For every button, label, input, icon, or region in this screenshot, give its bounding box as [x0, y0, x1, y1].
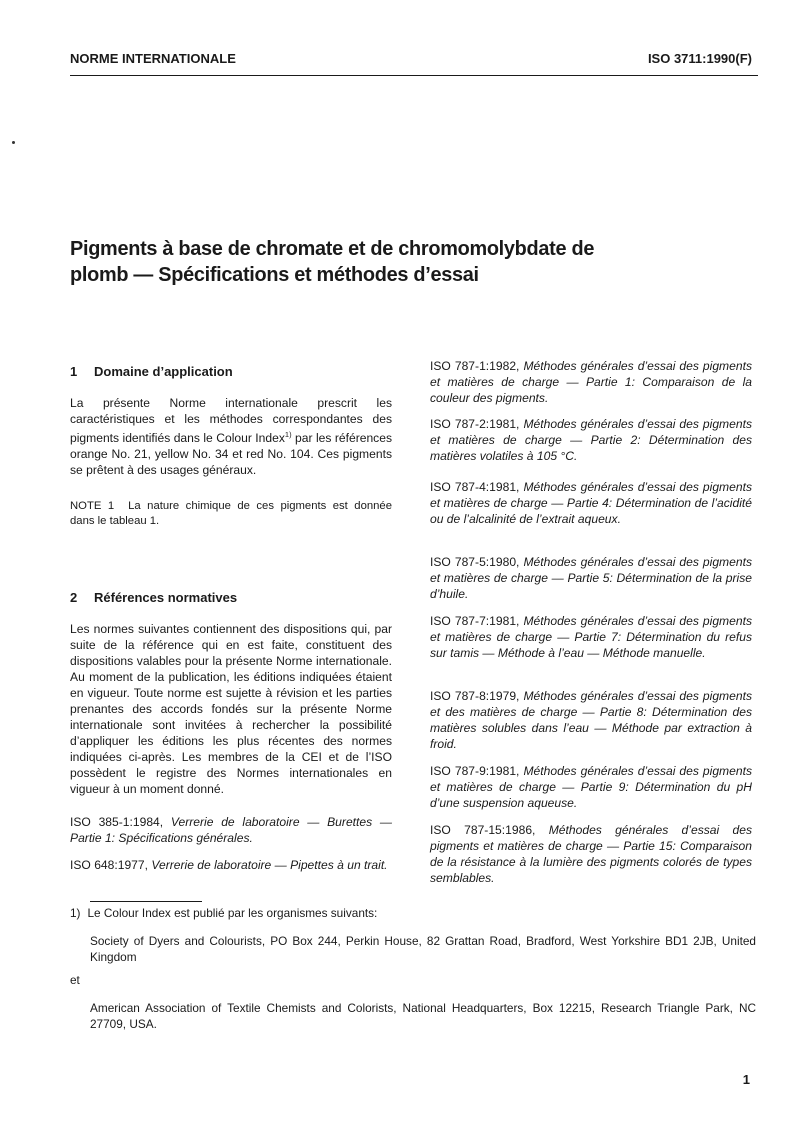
ref-code: ISO 385-1:1984,: [70, 815, 164, 829]
ref-code: ISO 787-8:1979,: [430, 689, 520, 703]
footnote-label: 1): [70, 906, 81, 920]
footnote-conjunction: et: [70, 973, 80, 987]
section-1-paragraph: [70, 395, 392, 478]
ref-code: ISO 787-1:1982,: [430, 359, 520, 373]
page-number: 1: [742, 1072, 750, 1087]
section-1-text-b: par les références orange No. 21, yellow No. 34 et red No. 104. Ces pigments se prêtent à des usages généraux.: [70, 431, 392, 478]
ref-iso-648: [70, 857, 392, 873]
section-1-title: Domaine d’application: [94, 364, 233, 379]
ref-code: ISO 648:1977,: [70, 858, 148, 872]
ref-iso-787-15: [430, 822, 752, 886]
section-2-number: 2: [70, 590, 78, 605]
ref-code: ISO 787-9:1981,: [430, 764, 520, 778]
ref-iso-787-9: [430, 763, 752, 811]
section-2-paragraph: Les normes suivantes contiennent des dispositions qui, par suite de la référence qui en est faite, constituent des dispositions valables pour la présente Norme internationale. Au moment de la publication, les éditions indiquées étaient en vigueur. Toute norme est sujette à révision et les parties prenantes des accords fondés sur la présente Norme internationale sont invitées à rechercher la possibilité d’appliquer les éditions les plus récentes des normes indiquées ci-après. Les membres de la CEI et de l’ISO possèdent le registre des Normes internationales en vigueur à un moment donné.: [70, 622, 392, 796]
ref-iso-787-1: [430, 358, 752, 406]
section-2-title: Références normatives: [94, 590, 238, 605]
note-1-text: La nature chimique de ces pigments est donnée dans le tableau 1.: [70, 500, 392, 527]
ref-iso-787-4: [430, 479, 752, 527]
ref-title: Verrerie de laboratoire — Burettes — Partie 1: Spécifications générales.: [70, 815, 392, 845]
header-rule: [70, 75, 758, 76]
ref-title: Méthodes générales d’essai des pigments et matières de charge — Partie 15: Comparaison de la résistance à la lumière des pigments colorés de types semblables.: [430, 823, 752, 885]
footnote-org-aatcc: American Association of Textile Chemists and Colorists, National Headquarters, Box 12215, Research Triangle Park, NC 27709, USA.: [90, 1001, 756, 1031]
scan-speck: [12, 141, 15, 144]
ref-code: ISO 787-7:1981,: [430, 614, 520, 628]
section-1-heading: [70, 364, 400, 379]
note-1: [70, 499, 392, 528]
header-left-label: NORME INTERNATIONALE: [70, 51, 236, 66]
ref-iso-787-2: [430, 416, 752, 464]
footnote-intro-text: Le Colour Index est publié par les organismes suivants:: [87, 906, 378, 920]
title-line-1: Pigments à base de chromate et de chromomolybdate de: [70, 237, 595, 260]
ref-title: Méthodes générales d’essai des pigments et matières de charge — Partie 2: Détermination des matières volatiles à 105 °C.: [430, 417, 752, 463]
ref-iso-787-7: [430, 613, 752, 661]
ref-title: Méthodes générales d’essai des pigments et matières de charge — Partie 1: Comparaison de la couleur des pigments.: [430, 359, 752, 405]
note-1-label: NOTE 1: [70, 500, 115, 512]
ref-code: ISO 787-5:1980,: [430, 555, 520, 569]
ref-code: ISO 787-4:1981,: [430, 480, 520, 494]
ref-title: Méthodes générales d’essai des pigments et des matières de charge — Partie 8: Détermination des matières solubles dans l’eau — Méthode par extraction à froid.: [430, 689, 752, 751]
ref-title: Méthodes générales d’essai des pigments et matières de charge — Partie 5: Détermination de la prise d’huile.: [430, 555, 752, 601]
ref-iso-385-1: [70, 814, 392, 846]
title-line-2: plomb — Spécifications et méthodes d’essai: [70, 263, 479, 286]
section-2-heading: [70, 590, 400, 605]
ref-iso-787-5: [430, 554, 752, 602]
ref-title: Méthodes générales d’essai des pigments et matières de charge — Partie 7: Détermination du refus sur tamis — Méthode à l’eau — Méthode manuelle.: [430, 614, 752, 660]
ref-code: ISO 787-2:1981,: [430, 417, 520, 431]
ref-title: Méthodes générales d’essai des pigments et matières de charge — Partie 4: Détermination de l’acidité ou de l’alcalinité de l’extrait aqueux.: [430, 480, 752, 526]
footnote-intro: [70, 906, 760, 922]
ref-code: ISO 787-15:1986,: [430, 823, 536, 837]
section-1-text-a: La présente Norme internationale prescrit les caractéristiques et les méthodes correspondantes des pigments identifiés dans le Colour Index: [70, 396, 392, 446]
header-document-id: ISO 3711:1990(F): [647, 51, 752, 66]
document-title: [70, 236, 730, 288]
footnote-separator: [90, 901, 202, 902]
footnote-org-sdc: Society of Dyers and Colourists, PO Box 244, Perkin House, 82 Grattan Road, Bradford, West Yorkshire BD1 2JB, United Kingdom: [90, 934, 756, 964]
ref-iso-787-8: [430, 688, 752, 752]
ref-title: Méthodes générales d’essai des pigments et matières de charge — Partie 9: Détermination du pH d’une suspension aqueuse.: [430, 764, 752, 810]
section-1-number: 1: [70, 364, 78, 379]
footnote-ref-1: 1): [284, 430, 292, 439]
ref-title: Verrerie de laboratoire — Pipettes à un trait.: [151, 858, 388, 872]
